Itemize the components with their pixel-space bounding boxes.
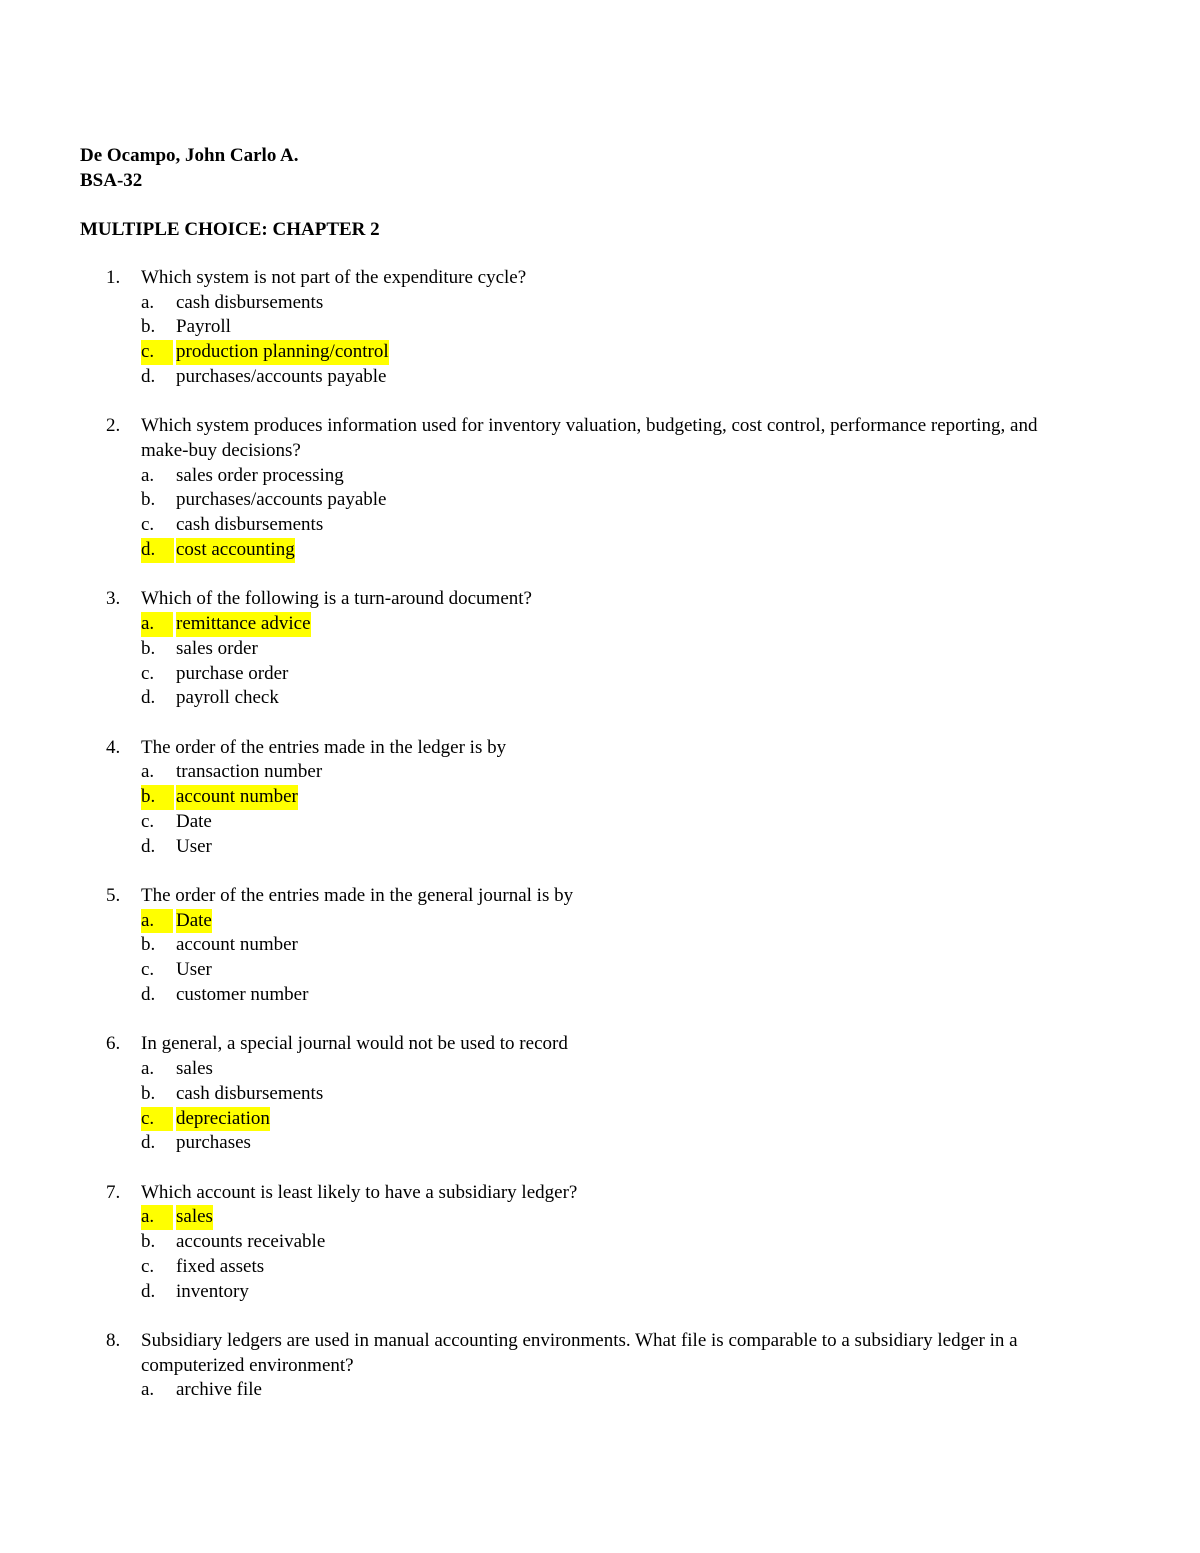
- option-letter: d.: [141, 538, 174, 563]
- answer-option: [0, 1131, 1200, 1156]
- answer-option: [0, 1230, 1200, 1255]
- question-1: [0, 266, 1200, 390]
- question-text: Which system produces information used for inventory valuation, budgeting, cost control, performance reporting, and make-buy decisions?: [141, 415, 1038, 461]
- question-text: Which account is least likely to have a subsidiary ledger?: [141, 1181, 578, 1203]
- option-letter: c.: [141, 959, 155, 981]
- question-3: [0, 587, 1200, 711]
- option-text: Date: [176, 810, 212, 832]
- option-letter: a.: [141, 464, 155, 486]
- answer-option: [0, 686, 1200, 711]
- option-text: cash disbursements: [176, 514, 324, 536]
- question-text: The order of the entries made in the ledger is by: [141, 736, 507, 758]
- option-text: account number: [176, 785, 298, 810]
- option-letter: a.: [141, 1205, 173, 1230]
- option-letter: b.: [141, 316, 156, 338]
- answer-option: [0, 983, 1200, 1008]
- question-number: 1.: [106, 267, 121, 288]
- question-4: [0, 736, 1200, 860]
- highlighted-answer-option: [0, 909, 1200, 934]
- question-number: 4.: [106, 736, 121, 758]
- option-letter: a.: [141, 1058, 155, 1080]
- answer-options: [0, 1378, 1200, 1403]
- option-letter: a.: [141, 761, 155, 783]
- option-letter: d.: [141, 1132, 156, 1154]
- option-text: transaction number: [176, 761, 323, 783]
- question-number: 2.: [106, 415, 121, 437]
- option-letter: b.: [141, 489, 156, 511]
- answer-options: [0, 1057, 1200, 1156]
- answer-option: [0, 958, 1200, 983]
- option-text: purchases/accounts payable: [176, 489, 387, 511]
- option-text: purchases/accounts payable: [176, 365, 387, 387]
- answer-option: [0, 1255, 1200, 1280]
- option-text: sales order processing: [176, 464, 344, 486]
- answer-options: [0, 464, 1200, 563]
- option-letter: d.: [141, 687, 156, 709]
- option-text: depreciation: [176, 1107, 270, 1132]
- option-letter: a.: [141, 612, 173, 637]
- question-5: [0, 884, 1200, 1008]
- highlighted-answer-option: [0, 1107, 1200, 1132]
- option-text: sales order: [176, 637, 258, 659]
- highlighted-answer-option: [0, 612, 1200, 637]
- option-text: account number: [176, 934, 298, 956]
- option-letter: d.: [141, 984, 156, 1006]
- option-text: purchases: [176, 1132, 251, 1154]
- option-letter: c.: [141, 340, 173, 365]
- option-text: fixed assets: [176, 1256, 265, 1278]
- student-header: [80, 143, 299, 193]
- option-text: archive file: [176, 1379, 262, 1401]
- answer-options: [0, 909, 1200, 1008]
- answer-option: [0, 637, 1200, 662]
- option-letter: c.: [141, 514, 155, 536]
- answer-option: [0, 1082, 1200, 1107]
- question-text: Which of the following is a turn-around document?: [141, 588, 532, 610]
- question-number: 5.: [106, 885, 121, 907]
- highlighted-answer-option: [0, 340, 1200, 365]
- answer-option: [0, 315, 1200, 340]
- option-text: User: [176, 959, 212, 981]
- answer-option: [0, 464, 1200, 489]
- answer-option: [0, 835, 1200, 860]
- answer-option: [0, 662, 1200, 687]
- answer-option: [0, 488, 1200, 513]
- question-number: 3.: [106, 588, 121, 610]
- answer-option: [0, 810, 1200, 835]
- question-6: [0, 1032, 1200, 1156]
- option-text: payroll check: [176, 687, 279, 709]
- option-text: Date: [176, 909, 212, 934]
- option-letter: d.: [141, 365, 156, 387]
- option-text: sales: [176, 1205, 213, 1230]
- highlighted-answer-option: [0, 1205, 1200, 1230]
- question-text: In general, a special journal would not be used to record: [141, 1033, 568, 1055]
- answer-options: [0, 291, 1200, 390]
- question-text: Which system is not part of the expenditure cycle?: [141, 267, 527, 288]
- answer-options: [0, 1205, 1200, 1304]
- question-8: [0, 1329, 1200, 1403]
- highlighted-answer-option: [0, 785, 1200, 810]
- option-text: Payroll: [176, 316, 231, 338]
- student-section: BSA-32: [80, 170, 143, 191]
- option-letter: b.: [141, 637, 156, 659]
- option-text: sales: [176, 1058, 213, 1080]
- option-letter: b.: [141, 1231, 156, 1253]
- option-text: cost accounting: [176, 538, 295, 563]
- option-letter: c.: [141, 1256, 155, 1278]
- option-letter: a.: [141, 909, 173, 934]
- option-letter: d.: [141, 1280, 156, 1302]
- answer-options: [0, 760, 1200, 859]
- answer-option: [0, 365, 1200, 390]
- highlighted-answer-option: [0, 538, 1200, 563]
- question-number: 8.: [106, 1330, 121, 1352]
- question-7: [0, 1181, 1200, 1305]
- option-text: User: [176, 835, 212, 857]
- document-title: MULTIPLE CHOICE: CHAPTER 2: [80, 219, 380, 240]
- option-text: purchase order: [176, 662, 289, 684]
- option-letter: a.: [141, 291, 155, 313]
- option-letter: b.: [141, 785, 174, 810]
- option-text: customer number: [176, 984, 309, 1006]
- option-letter: d.: [141, 835, 156, 857]
- option-text: remittance advice: [176, 612, 311, 637]
- student-name: De Ocampo, John Carlo A.: [80, 145, 299, 166]
- option-text: inventory: [176, 1280, 249, 1302]
- option-letter: c.: [141, 1107, 173, 1132]
- question-2: [0, 414, 1200, 562]
- answer-option: [0, 1378, 1200, 1403]
- option-text: accounts receivable: [176, 1231, 326, 1253]
- option-letter: a.: [141, 1379, 155, 1401]
- option-letter: b.: [141, 934, 156, 956]
- question-text: Subsidiary ledgers are used in manual accounting environments. What file is comparable to a subsidiary ledger in a computerized environment?: [141, 1330, 1018, 1376]
- answer-option: [0, 1280, 1200, 1305]
- answer-option: [0, 513, 1200, 538]
- option-letter: c.: [141, 662, 155, 684]
- question-number: 6.: [106, 1033, 121, 1055]
- question-number: 7.: [106, 1181, 121, 1203]
- answer-options: [0, 612, 1200, 711]
- option-letter: b.: [141, 1082, 156, 1104]
- answer-option: [0, 1057, 1200, 1082]
- option-text: cash disbursements: [176, 1082, 324, 1104]
- option-text: production planning/control: [176, 340, 389, 365]
- option-letter: c.: [141, 810, 155, 832]
- question-list: [0, 266, 1200, 1428]
- question-text: The order of the entries made in the general journal is by: [141, 885, 574, 907]
- answer-option: [0, 291, 1200, 316]
- option-text: cash disbursements: [176, 291, 324, 313]
- answer-option: [0, 760, 1200, 785]
- answer-option: [0, 933, 1200, 958]
